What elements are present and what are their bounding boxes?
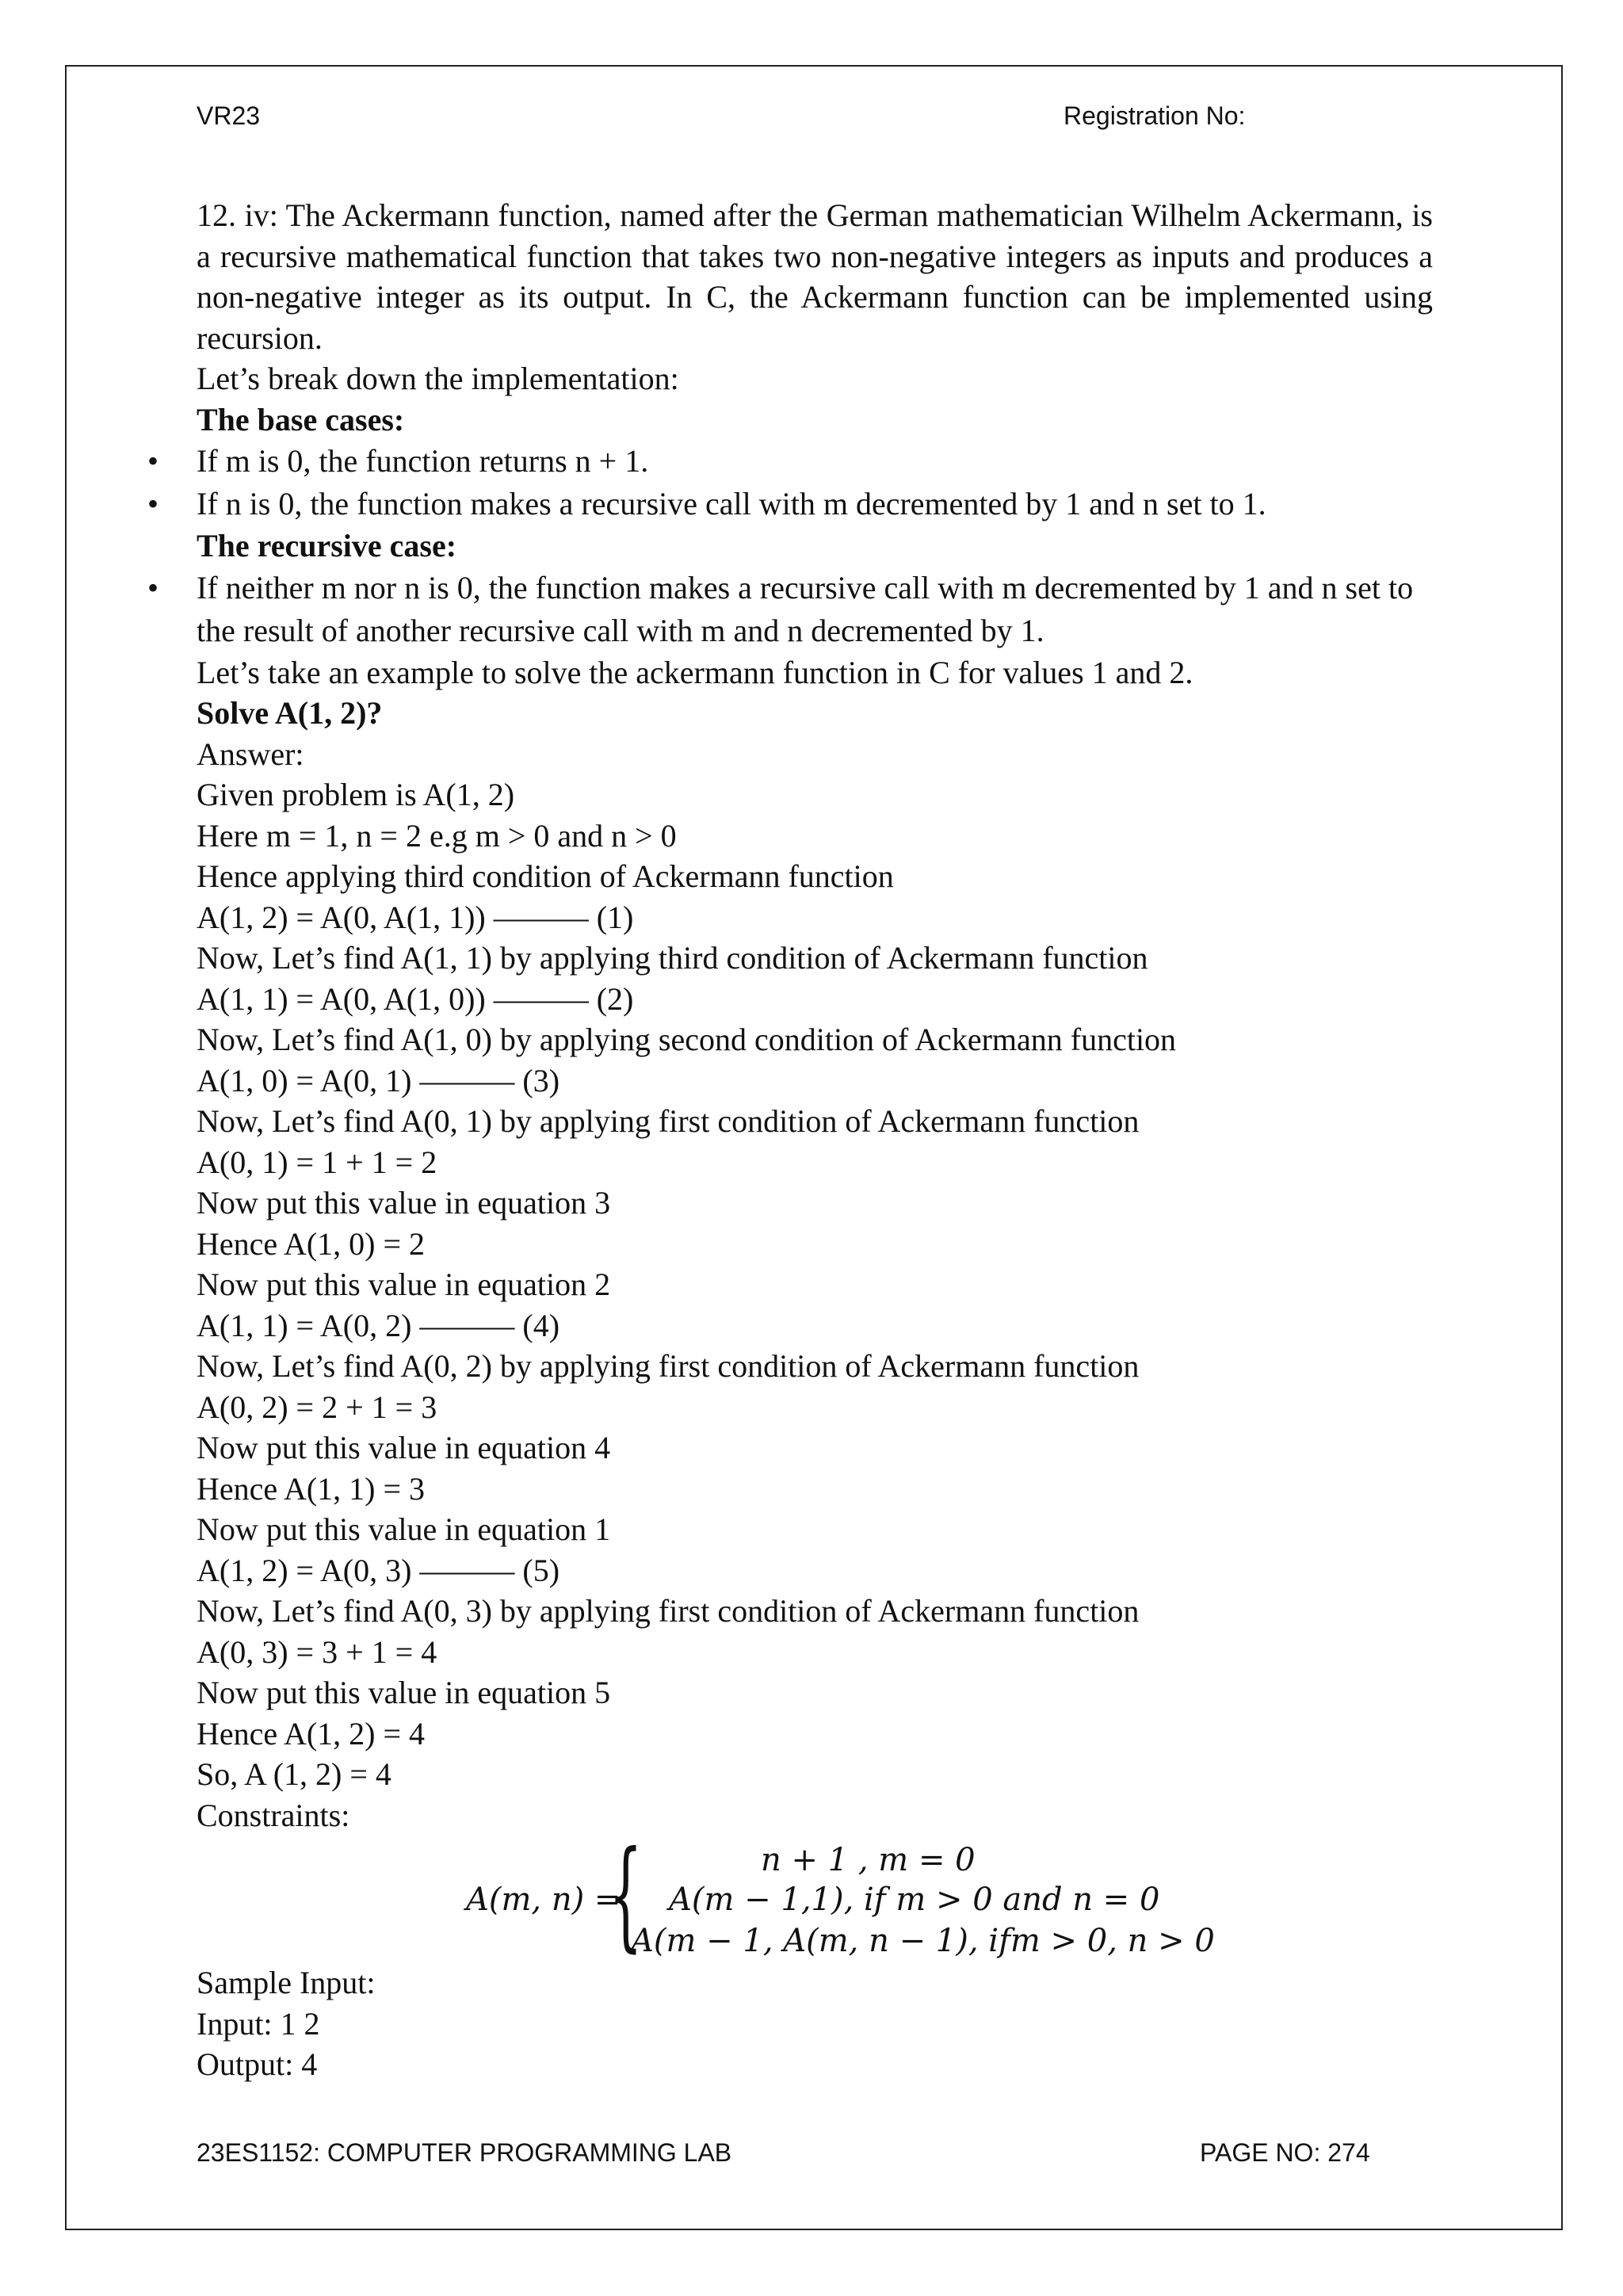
step-line: A(0, 1) = 1 + 1 = 2	[197, 1144, 437, 1180]
step-line: A(1, 2) = A(0, A(1, 1)) ——— (1)	[197, 899, 634, 935]
base-cases-heading: The base cases:	[197, 401, 405, 437]
step-line: Now put this value in equation 3	[197, 1185, 611, 1221]
intro-paragraph: 12. iv: The Ackermann function, named after the German mathematician Wilhelm Ackermann, is a recursive mathematical function that takes two non-negative integers as inputs and produces a non-negative integer as its output. In C, the Ackermann function can be implemented using recursion.	[197, 197, 1433, 356]
step-line: Now, Let’s find A(0, 3) by applying first condition of Ackermann function	[197, 1593, 1140, 1629]
header-registration-label: Registration No:	[1064, 101, 1246, 130]
recursive-case-heading: The recursive case:	[197, 528, 457, 563]
step-line: Here m = 1, n = 2 e.g m > 0 and n > 0	[197, 817, 677, 854]
step-line: So, A (1, 2) = 4	[197, 1756, 391, 1792]
formula-lhs: A(m, n) =	[466, 1881, 621, 1918]
step-line: Now put this value in equation 1	[197, 1511, 611, 1547]
base-cases-list	[147, 440, 1433, 525]
footer-page-number: PAGE NO: 274	[1200, 2138, 1370, 2167]
step-line: Hence A(1, 1) = 3	[197, 1470, 426, 1507]
step-line: A(1, 1) = A(0, 2) ——— (4)	[197, 1307, 560, 1343]
sample-line: Input: 1 2	[197, 2005, 320, 2042]
sample-line: Output: 4	[197, 2046, 318, 2082]
step-line: Now put this value in equation 2	[197, 1266, 611, 1302]
step-line: Now, Let’s find A(1, 0) by applying second condition of Ackermann function	[197, 1022, 1177, 1057]
step-line: A(0, 3) = 3 + 1 = 4	[197, 1633, 437, 1670]
step-line: Constraints:	[197, 1797, 350, 1833]
step-line: Hence A(1, 2) = 4	[197, 1715, 426, 1752]
list-item: • If m is 0, the function returns n + 1.	[197, 440, 1433, 483]
list-item: • If n is 0, the function makes a recursive call with m decremented by 1 and n set to 1.	[197, 483, 1433, 525]
breakdown-line: Let’s break down the implementation:	[197, 361, 679, 396]
sample-line: Sample Input:	[197, 1965, 376, 2000]
step-line: Hence A(1, 0) = 2	[197, 1225, 426, 1262]
step-line: Now, Let’s find A(1, 1) by applying third condition of Ackermann function	[197, 940, 1148, 976]
document-body	[147, 195, 1433, 2085]
step-line: A(1, 1) = A(0, A(1, 0)) ——— (2)	[197, 980, 634, 1017]
formula-case: A(m − 1,1), if m > 0 and n = 0	[669, 1881, 1160, 1918]
solution-steps	[197, 734, 1433, 1836]
formula-case: A(m − 1, A(m, n − 1), ifm > 0, n > 0	[631, 1923, 1215, 1959]
header-left: VR23	[197, 101, 261, 130]
step-line: Answer:	[197, 735, 304, 772]
list-item: • If neither m nor n is 0, the function makes a recursive call with m decremented by 1 and n set to the result of another recursive call with m and n decremented by 1.	[197, 567, 1433, 652]
sample-io	[197, 1962, 1433, 2085]
example-intro: Let’s take an example to solve the ackermann function in C for values 1 and 2.	[197, 654, 1193, 690]
step-line: A(1, 0) = A(0, 1) ——— (3)	[197, 1062, 560, 1098]
solve-heading: Solve A(1, 2)?	[197, 695, 383, 731]
bullet-icon: •	[147, 443, 159, 479]
step-line: Given problem is A(1, 2)	[197, 777, 515, 812]
recursive-case-list	[147, 567, 1433, 652]
bullet-icon: •	[147, 569, 159, 606]
bullet-icon: •	[147, 486, 159, 521]
formula-case: n + 1 , m = 0	[761, 1842, 976, 1878]
footer-course: 23ES1152: COMPUTER PROGRAMMING LAB	[197, 2138, 732, 2167]
ackermann-formula	[197, 1826, 1433, 1964]
left-brace-icon: {	[609, 1826, 643, 1964]
step-line: Now put this value in equation 4	[197, 1430, 611, 1465]
step-line: A(1, 2) = A(0, 3) ——— (5)	[197, 1552, 560, 1588]
step-line: Now, Let’s find A(0, 2) by applying first condition of Ackermann function	[197, 1348, 1140, 1384]
step-line: A(0, 2) = 2 + 1 = 3	[197, 1389, 437, 1425]
step-line: Now, Let’s find A(0, 1) by applying first condition of Ackermann function	[197, 1103, 1140, 1139]
step-line: Hence applying third condition of Ackermann function	[197, 858, 894, 894]
step-line: Now put this value in equation 5	[197, 1675, 611, 1710]
